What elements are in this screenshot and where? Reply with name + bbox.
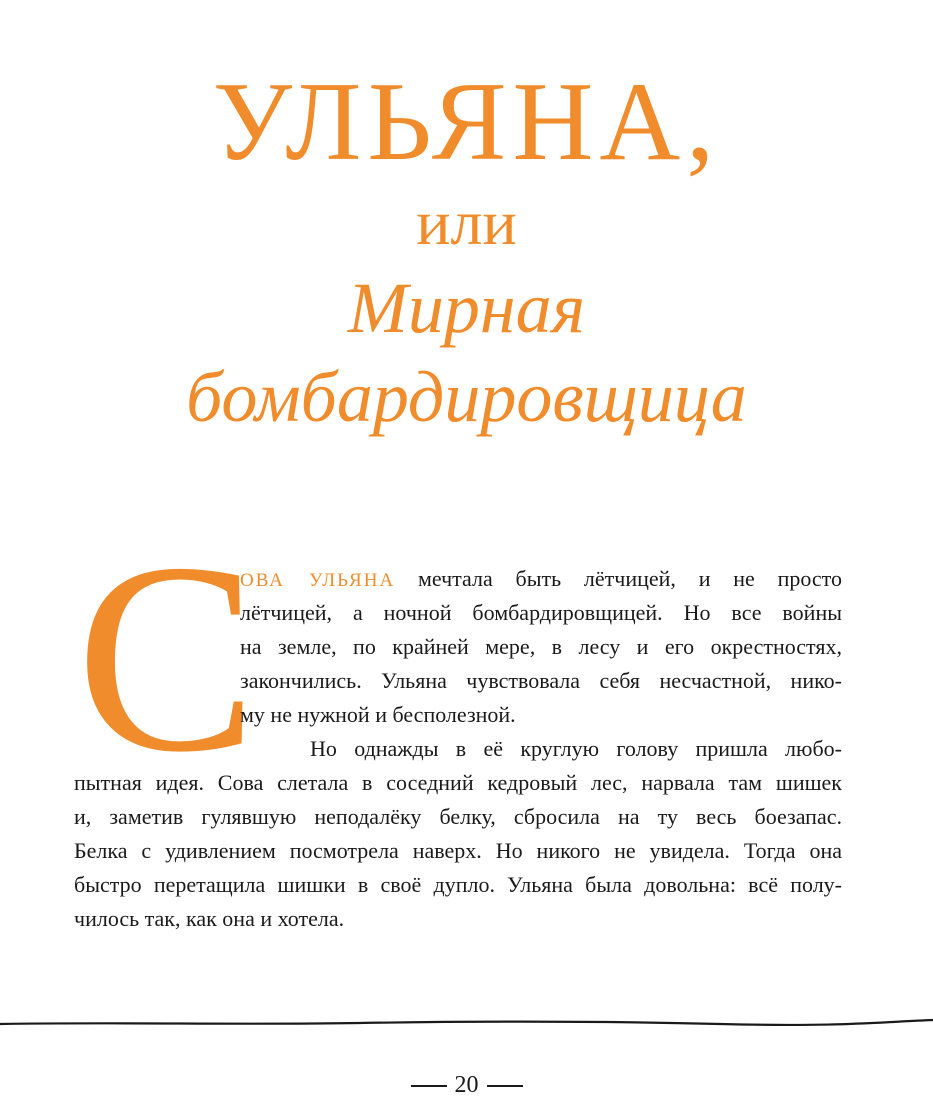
body-line-4: закончились. Ульяна чувствовала себя несчастной, нико-	[240, 668, 842, 693]
drop-cap-letter: С	[76, 507, 258, 808]
body-line-1	[240, 563, 842, 597]
body-line-6: Но однажды в её круглую голову пришла любо-	[310, 736, 842, 761]
body-line-9: Белка с удивлением посмотрела наверх. Но никого не увидела. Тогда она	[74, 838, 842, 863]
body-line-8: и, заметив гулявшую неподалёку белку, сбросила на ту весь боезапас.	[74, 804, 842, 829]
lead-in-small-caps: ОВА УЛЬЯНА	[240, 570, 396, 591]
body-line-1-text: мечтала быть лётчицей, и не просто	[395, 566, 842, 591]
body-line-7: пытная идея. Сова слетала в соседний кедровый лес, нарвала там шишек	[74, 770, 842, 795]
chapter-subtitle-line-1: Мирная	[347, 268, 586, 348]
body-line-10: быстро перетащила шишки в своё дупло. Ульяна была довольна: всё полу-	[74, 872, 842, 897]
body-line-3: на земле, по крайней мере, в лесу и его окрестностях,	[240, 634, 842, 659]
body-line-11: чилось так, как она и хотела.	[74, 906, 345, 931]
page-number-dash-left	[411, 1085, 447, 1087]
chapter-title-conjunction: или	[416, 187, 517, 258]
body-line-2: лётчицей, а ночной бомбардировщицей. Но все войны	[240, 600, 842, 625]
page-number: 20	[454, 1072, 479, 1098]
body-line-5: му не нужной и бесполезной.	[240, 702, 516, 727]
chapter-subtitle-line-2: бомбардировщица	[186, 357, 747, 437]
page-number-block	[0, 1070, 933, 1100]
page-number-dash-right	[487, 1085, 523, 1087]
footer-divider-line	[0, 1010, 933, 1034]
chapter-title: УЛЬЯНА,	[212, 60, 721, 184]
